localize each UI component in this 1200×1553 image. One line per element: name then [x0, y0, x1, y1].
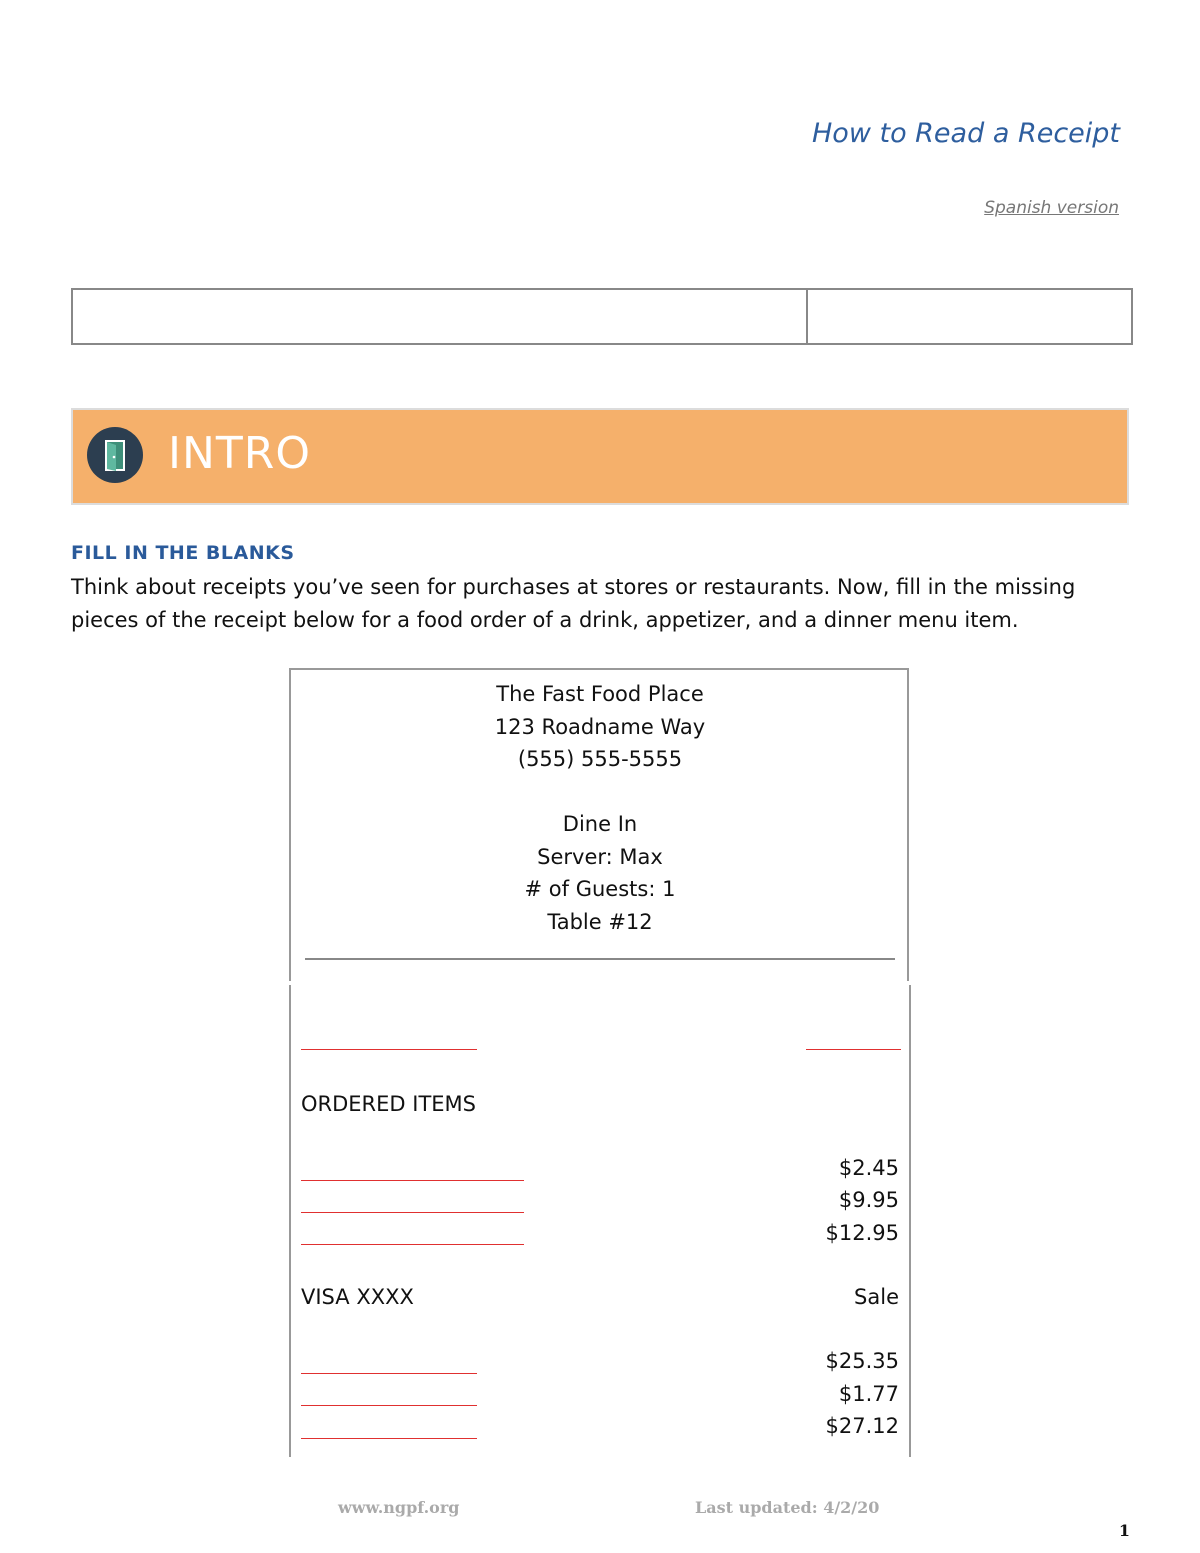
payment-type: Sale: [854, 1285, 899, 1309]
total-amount: $27.12: [825, 1414, 899, 1438]
item-price: $9.95: [838, 1188, 899, 1212]
blank-line-item[interactable]: [301, 1212, 524, 1213]
name-field[interactable]: [73, 290, 808, 343]
spanish-version-link[interactable]: Spanish version: [984, 198, 1119, 218]
name-date-table: [71, 288, 1133, 345]
receipt-header: [291, 678, 909, 938]
blank-line-subtotal[interactable]: [301, 1373, 477, 1374]
blank-line-tax[interactable]: [301, 1405, 477, 1406]
document-title: How to Read a Receipt: [812, 118, 1120, 149]
instructions-text: Think about receipts you’ve seen for purchases at stores or restaurants. Now, fill in the missing pieces of the receipt below for a food order of a drink, appetizer, and a dinner menu item.: [71, 575, 1076, 632]
item-price: $2.45: [838, 1156, 899, 1180]
blank-line-total[interactable]: [301, 1438, 477, 1439]
blank-line-date[interactable]: [301, 1049, 477, 1050]
table-number: Table #12: [547, 909, 653, 934]
store-address: 123 Roadname Way: [494, 714, 706, 739]
footer-website[interactable]: www.ngpf.org: [338, 1498, 460, 1517]
door-icon: [87, 427, 143, 483]
subtotal-amount: $25.35: [825, 1349, 899, 1373]
receipt-body-box: [289, 985, 911, 1457]
order-type: Dine In: [562, 812, 638, 836]
receipt-divider: [305, 958, 895, 960]
server-name: Server: Max: [537, 844, 663, 869]
footer-last-updated: Last updated: 4/2/20: [695, 1498, 880, 1517]
payment-method: VISA XXXX: [301, 1285, 414, 1309]
guest-count: # of Guests: 1: [524, 877, 676, 901]
banner-title: INTRO: [168, 428, 311, 479]
section-heading: FILL IN THE BLANKS: [71, 542, 295, 564]
item-price: $12.95: [825, 1221, 899, 1245]
tax-amount: $1.77: [838, 1382, 899, 1406]
store-phone: (555) 555-5555: [517, 747, 683, 771]
page-number: 1: [1118, 1521, 1130, 1540]
blank-line-item[interactable]: [301, 1180, 524, 1181]
blank-line-item[interactable]: [301, 1244, 524, 1245]
ordered-items-label: ORDERED ITEMS: [301, 1092, 477, 1116]
blank-line-time[interactable]: [806, 1049, 901, 1050]
date-field[interactable]: [808, 290, 1131, 343]
store-name: The Fast Food Place: [496, 682, 704, 706]
